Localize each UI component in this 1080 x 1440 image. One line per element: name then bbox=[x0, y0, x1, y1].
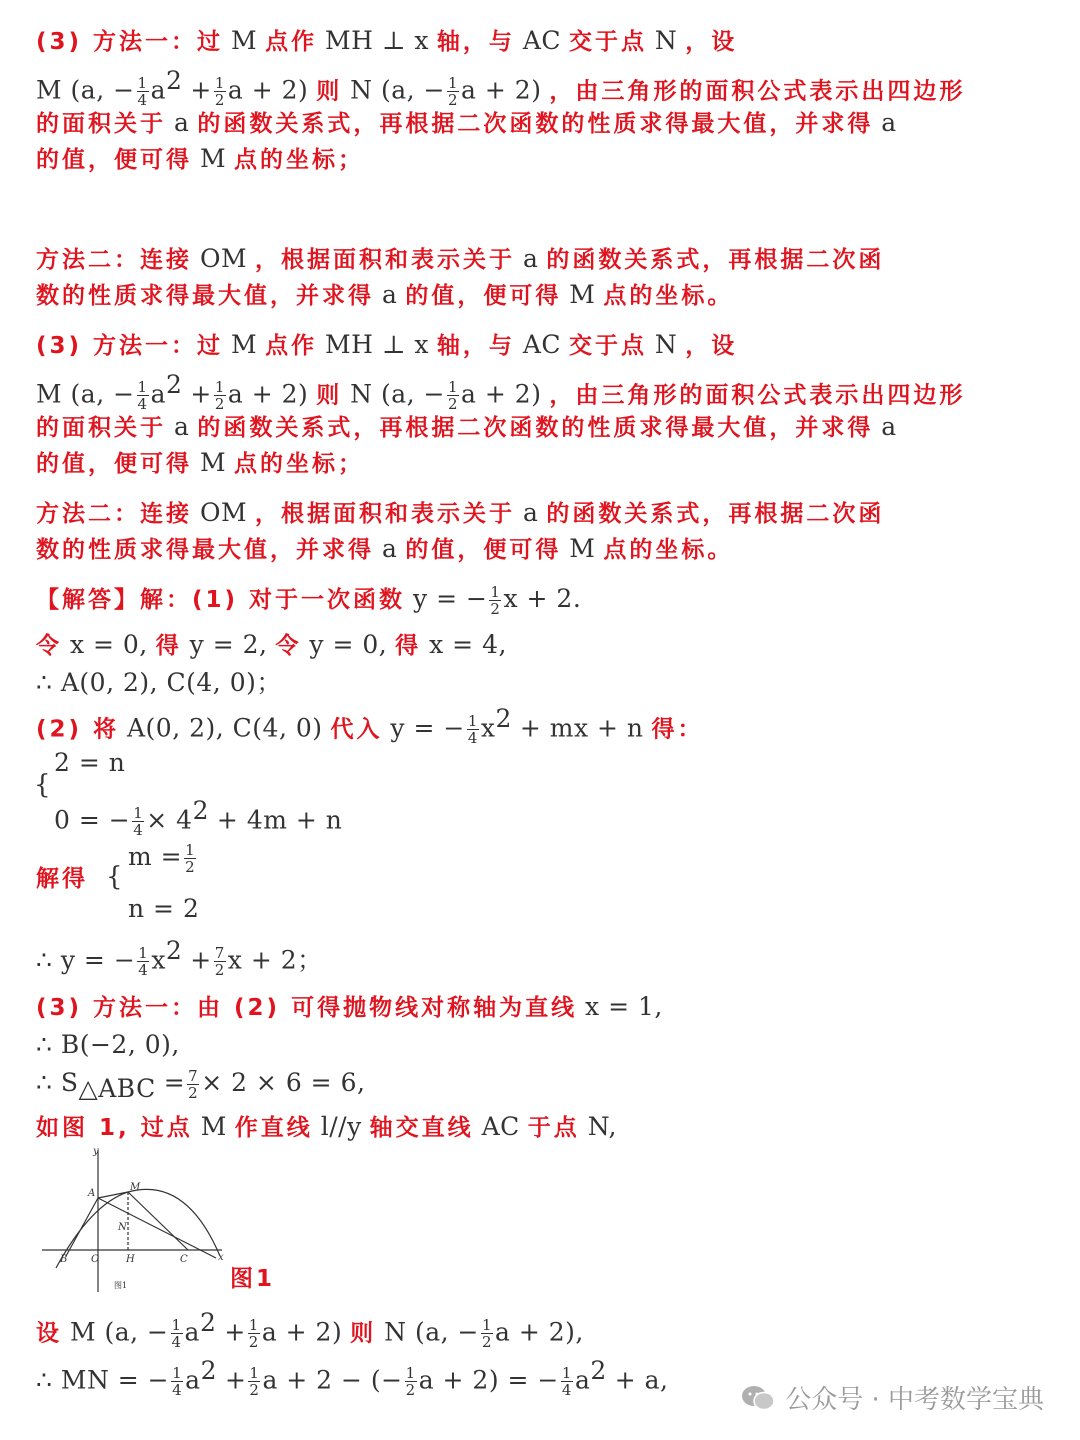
hw-text: (3) 方法一：过 bbox=[36, 29, 224, 55]
part3-figure-desc: 如图 1, 过点 M 作直线 l//y 轴交直线 AC 于点 N, bbox=[36, 1112, 617, 1141]
block2-line1: 方法二：连接 OM ，根据面积和表示关于 a 的函数关系式，再根据二次函 bbox=[36, 244, 885, 273]
part3-line1: (3) 方法一：由 (2) 可得抛物线对称轴为直线 x = 1, bbox=[36, 992, 663, 1021]
system-eq2: 0 = − $\frac{1}{4}$ × $4^2 + 4m + n$ bbox=[54, 796, 343, 840]
fraction: $\frac{1}{2}$ bbox=[448, 74, 459, 110]
line-ac bbox=[98, 1198, 216, 1258]
hw-text: 则 bbox=[316, 78, 343, 105]
block1-repeat-line2: M (a, − $\frac{1}{4}$ $a^2$ + $\frac{1}{2}$ a + 2) 则 N (a, − $\frac{1}{2}$ a + 2) ，由三角形的面积公式表示出四边形 bbox=[36, 370, 966, 414]
solution-m: m = $\frac{1}{2}$ bbox=[128, 841, 196, 876]
block1-repeat-line1: (3) 方法一：过 M 点作 MH ⊥ x 轴，与 AC 交于点 N ，设 bbox=[36, 330, 738, 359]
block2-line2: 数的性质求得最大值，并求得 a 的值，便可得 M 点的坐标。 bbox=[36, 280, 734, 309]
label-m: M bbox=[130, 1182, 141, 1193]
label-a: A bbox=[88, 1188, 96, 1199]
math-text: N bbox=[654, 26, 678, 55]
block1-line4: 的值，便可得 M 点的坐标； bbox=[36, 144, 365, 173]
math-text: M (a, − bbox=[36, 75, 135, 105]
wechat-icon bbox=[741, 1384, 775, 1412]
part3-area: ∴ $S_{\triangle ABC}$ = $\frac{7}{2}$ × 2 × 6 = 6, bbox=[36, 1067, 366, 1103]
block1-repeat-line3: 的面积关于 a 的函数关系式，再根据二次函数的性质求得最大值，并求得 a bbox=[36, 412, 897, 441]
solution-line3: ∴ A(0, 2), C(4, 0)； bbox=[36, 668, 282, 697]
watermark bbox=[741, 1379, 1044, 1416]
math-text: AC bbox=[522, 26, 562, 55]
solve-label: 解得 bbox=[36, 866, 88, 892]
solution-result: ∴ y = − $\frac{1}{4}$ $x^2$ + $\frac{7}{2}$ x + 2； bbox=[36, 936, 323, 980]
figure-caption: 图1 bbox=[114, 1281, 128, 1290]
solution-line2: 令 x = 0, 得 y = 2, 令 y = 0, 得 x = 4, bbox=[36, 630, 507, 659]
block2-repeat-line2: 数的性质求得最大值，并求得 a 的值，便可得 M 点的坐标。 bbox=[36, 534, 734, 563]
system-eq1: 2 = n bbox=[54, 748, 126, 777]
math-text: MH ⊥ x bbox=[325, 26, 429, 55]
block1-line1 bbox=[36, 24, 737, 59]
set-m: 设 M (a, − $\frac{1}{4}$ $a^2$ + $\frac{1}{2}$ a + 2) 则 N (a, − $\frac{1}{2}$ a + 2), bbox=[36, 1308, 584, 1352]
solution-heading: 【解答】解：(1) 对于一次函数 y = − $\frac{1}{2}$ x + 2. bbox=[36, 583, 582, 618]
hw-text: 轴，与 bbox=[436, 29, 515, 55]
hw-text: ，设 bbox=[685, 29, 738, 55]
line-am bbox=[98, 1192, 128, 1198]
label-h: H bbox=[126, 1254, 135, 1265]
block1-line2: M (a, − $\frac{1}{4}$ $a^2$ + $\frac{1}{2}$ a + 2) 则 N (a, − $\frac{1}{2}$ a + 2) ，由三角形的面积公式表示出四边形 bbox=[36, 66, 966, 110]
part3-b: ∴ B(−2, 0), bbox=[36, 1030, 180, 1059]
solution-line4: (2) 将 A(0, 2), C(4, 0) 代入 y = − $\frac{1}{4}$ $x^2$ + mx + n 得： bbox=[36, 704, 704, 748]
fraction: $\frac{1}{2}$ bbox=[214, 74, 225, 110]
hw-text: 点作 bbox=[265, 29, 318, 55]
figure-label: 图1 bbox=[230, 1266, 276, 1292]
mn-length: ∴ MN = − $\frac{1}{4}$ $a^2$ + $\frac{1}{2}$ a + 2 − (− $\frac{1}{2}$ a + 2) = − $\frac{1}{4}$ $a^2 + a$, bbox=[36, 1356, 669, 1400]
hw-text: 交于点 bbox=[568, 29, 647, 55]
label-c: C bbox=[180, 1254, 188, 1265]
label-n: N bbox=[118, 1222, 127, 1233]
fraction: $\frac{1}{4}$ bbox=[137, 74, 148, 110]
watermark-text: 公众号 · 中考数学宝典 bbox=[785, 1385, 1044, 1415]
line-ab bbox=[66, 1198, 98, 1256]
system-brace: { bbox=[34, 770, 51, 800]
math-text: M bbox=[231, 26, 258, 55]
block1-repeat-line4: 的值，便可得 M 点的坐标； bbox=[36, 448, 365, 477]
hw-text: ，由三角形的面积公式表示出四边形 bbox=[549, 78, 966, 105]
solution-brace: { bbox=[106, 862, 123, 892]
label-x: x bbox=[218, 1252, 224, 1263]
solution-n: n = 2 bbox=[128, 894, 200, 923]
line-mc bbox=[128, 1192, 188, 1250]
label-y: y bbox=[93, 1146, 99, 1157]
block1-line3: 的面积关于 a 的函数关系式，再根据二次函数的性质求得最大值，并求得 a bbox=[36, 108, 897, 137]
label-o: O bbox=[91, 1254, 100, 1265]
label-b: B bbox=[60, 1254, 68, 1265]
block2-repeat-line1: 方法二：连接 OM ，根据面积和表示关于 a 的函数关系式，再根据二次函 bbox=[36, 498, 885, 527]
